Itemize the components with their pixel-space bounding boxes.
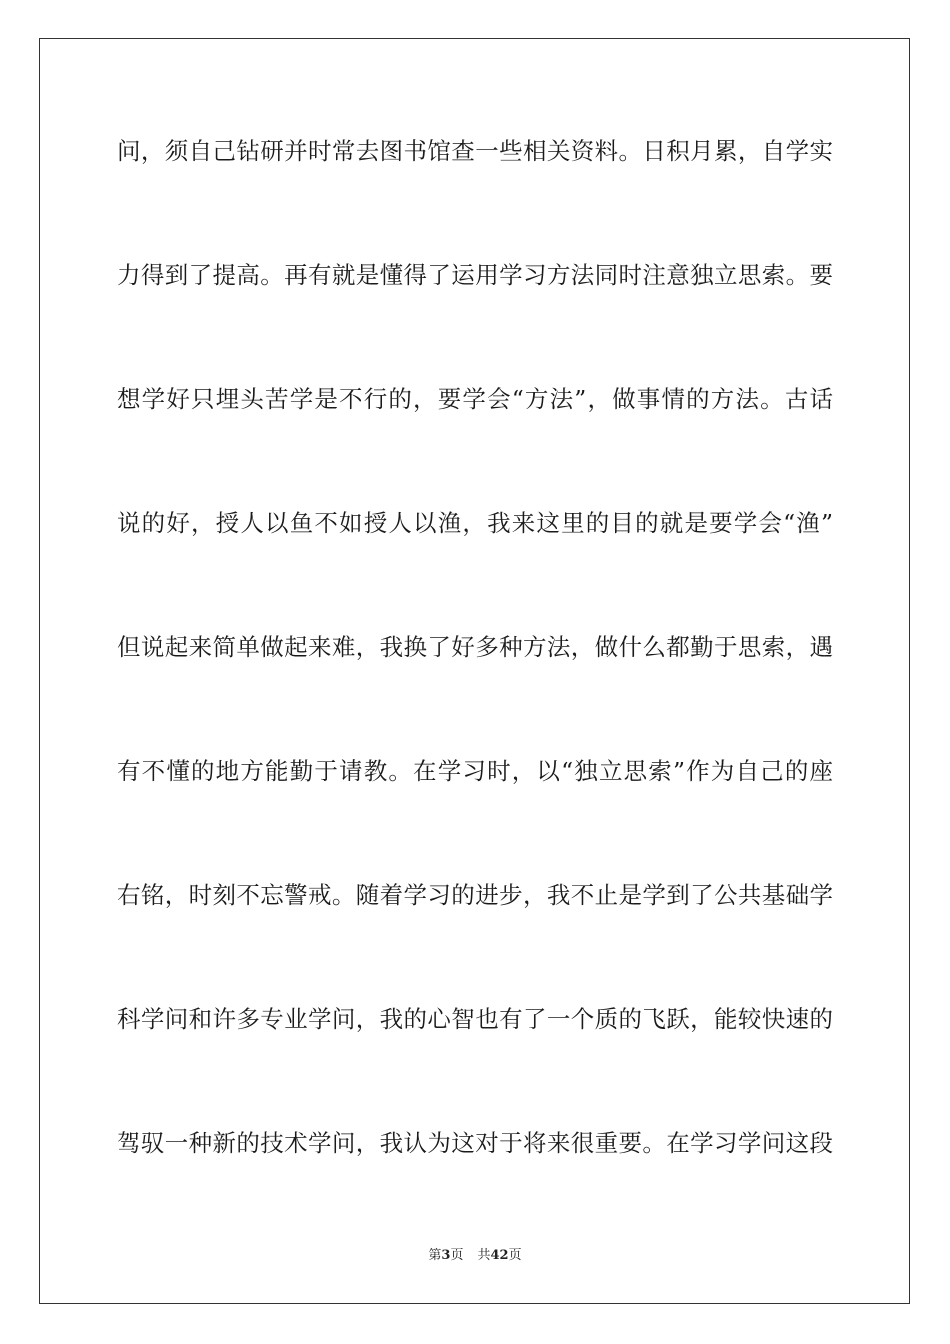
page-footer [0,1246,950,1266]
page-indicator [428,1248,463,1263]
page-prefix: 第 [428,1248,442,1263]
total-suffix: 页 [508,1248,522,1263]
page-border [39,38,910,1304]
total-pages-indicator [477,1248,521,1263]
text-line: 说的好，授人以鱼不如授人以渔，我来这里的目的就是要学会“渔” [117,509,833,537]
text-line: 驾驭一种新的技术学问，我认为这对于将来很重要。在学习学问这段 [117,1129,833,1157]
text-line: 科学问和许多专业学问，我的心智也有了一个质的飞跃，能较快速的 [117,1005,833,1033]
total-prefix: 共 [477,1248,491,1263]
text-line: 问，须自己钻研并时常去图书馆查一些相关资料。日积月累，自学实 [117,137,833,165]
page-suffix: 页 [450,1248,464,1263]
text-line: 力得到了提高。再有就是懂得了运用学习方法同时注意独立思索。要 [117,261,833,289]
page-number: 3 [441,1248,451,1263]
text-line: 但说起来简单做起来难，我换了好多种方法，做什么都勤于思索，遇 [117,633,833,661]
text-line: 右铭，时刻不忘警戒。随着学习的进步，我不止是学到了公共基础学 [117,881,833,909]
total-pages-number: 42 [490,1248,509,1263]
text-line: 想学好只埋头苦学是不行的，要学会“方法”，做事情的方法。古话 [117,385,833,413]
text-line: 有不懂的地方能勤于请教。在学习时，以“独立思索”作为自己的座 [117,757,833,785]
